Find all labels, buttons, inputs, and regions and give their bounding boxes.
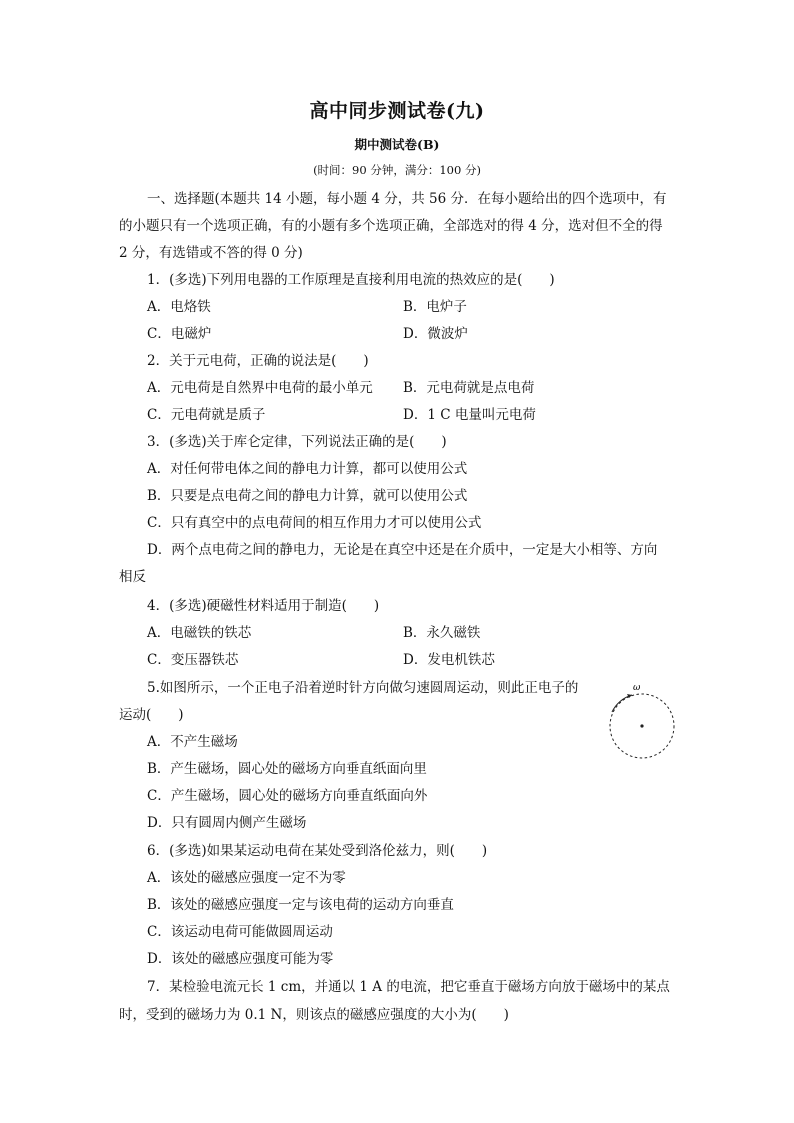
question-5-option-d: D．只有圆周内侧产生磁场 [147, 815, 307, 831]
question-1-stem: 1．(多选)下列用电器的工作原理是直接利用电流的热效应的是( ) [147, 272, 555, 288]
question-4-stem: 4．(多选)硬磁性材料适用于制造( ) [147, 598, 380, 614]
section-intro-line-2: 的小题只有一个选项正确，有的小题有多个选项正确，全部选对的得 4 分，选对但不全的得 [119, 218, 663, 234]
question-5-stem-cont: 运动( ) [119, 707, 184, 723]
question-2-option-b: B．元电荷就是点电荷 [403, 380, 535, 396]
question-6-option-b: B．该处的磁感应强度一定与该电荷的运动方向垂直 [147, 897, 454, 913]
question-3-option-a: A．对任何带电体之间的静电力计算，都可以使用公式 [147, 461, 468, 477]
omega-label: ω [633, 683, 641, 693]
question-3-option-d: D．两个点电荷之间的静电力，无论是在真空中还是在介质中，一定是大小相等、方向 [147, 542, 658, 558]
question-2-option-d: D．1 C 电量叫元电荷 [403, 407, 536, 423]
question-5-option-c: C．产生磁场，圆心处的磁场方向垂直纸面向外 [147, 788, 428, 804]
question-6-option-a: A．该处的磁感应强度一定不为零 [147, 870, 346, 886]
page-title: 高中同步测试卷(九) [309, 100, 485, 122]
question-7-stem-cont: 时，受到的磁场力为 0.1 N，则该点的磁感应强度的大小为( ) [119, 1007, 509, 1023]
question-5-option-b: B．产生磁场，圆心处的磁场方向垂直纸面向里 [147, 761, 427, 777]
circular-motion-figure [602, 678, 682, 766]
question-4-option-a: A．电磁铁的铁芯 [147, 625, 252, 641]
question-1-option-d: D．微波炉 [403, 326, 468, 342]
question-7-stem: 7．某检验电流元长 1 cm，并通以 1 A 的电流，把它垂直于磁场方向放于磁场中的某点 [147, 979, 670, 995]
question-5-stem: 5.如图所示，一个正电子沿着逆时针方向做匀速圆周运动，则此正电子的 [147, 680, 579, 696]
question-3-option-c: C．只有真空中的点电荷间的相互作用力才可以使用公式 [147, 515, 482, 531]
question-6-stem: 6．(多选)如果某运动电荷在某处受到洛伦兹力，则( ) [147, 843, 488, 859]
question-1-option-a: A．电烙铁 [147, 299, 211, 315]
question-2-option-c: C．元电荷就是质子 [147, 407, 266, 423]
question-4-option-d: D．发电机铁芯 [403, 652, 495, 668]
question-4-option-c: C．变压器铁芯 [147, 652, 239, 668]
question-4-option-b: B．永久磁铁 [403, 625, 481, 641]
question-5-option-a: A．不产生磁场 [147, 734, 238, 750]
question-1-option-c: C．电磁炉 [147, 326, 212, 342]
question-1-option-b: B．电炉子 [403, 299, 467, 315]
circle-center-dot [640, 724, 643, 727]
page-subtitle: 期中测试卷(B) [354, 137, 440, 152]
question-3-option-b: B．只要是点电荷之间的静电力计算，就可以使用公式 [147, 488, 468, 504]
question-3-option-d-cont: 相反 [119, 569, 146, 585]
section-intro-line-1: 一、选择题(本题共 14 小题，每小题 4 分，共 56 分．在每小题给出的四个选项中，有 [147, 191, 667, 207]
time-info: (时间：90 分钟，满分：100 分) [313, 163, 481, 177]
question-6-option-d: D．该处的磁感应强度可能为零 [147, 951, 334, 967]
question-2-stem: 2．关于元电荷，正确的说法是( ) [147, 353, 369, 369]
section-intro-line-3: 2 分，有选错或不答的得 0 分) [119, 245, 303, 261]
question-6-option-c: C．该运动电荷可能做圆周运动 [147, 924, 333, 940]
question-2-option-a: A．元电荷是自然界中电荷的最小单元 [147, 380, 373, 396]
question-3-stem: 3．(多选)关于库仑定律，下列说法正确的是( ) [147, 434, 447, 450]
